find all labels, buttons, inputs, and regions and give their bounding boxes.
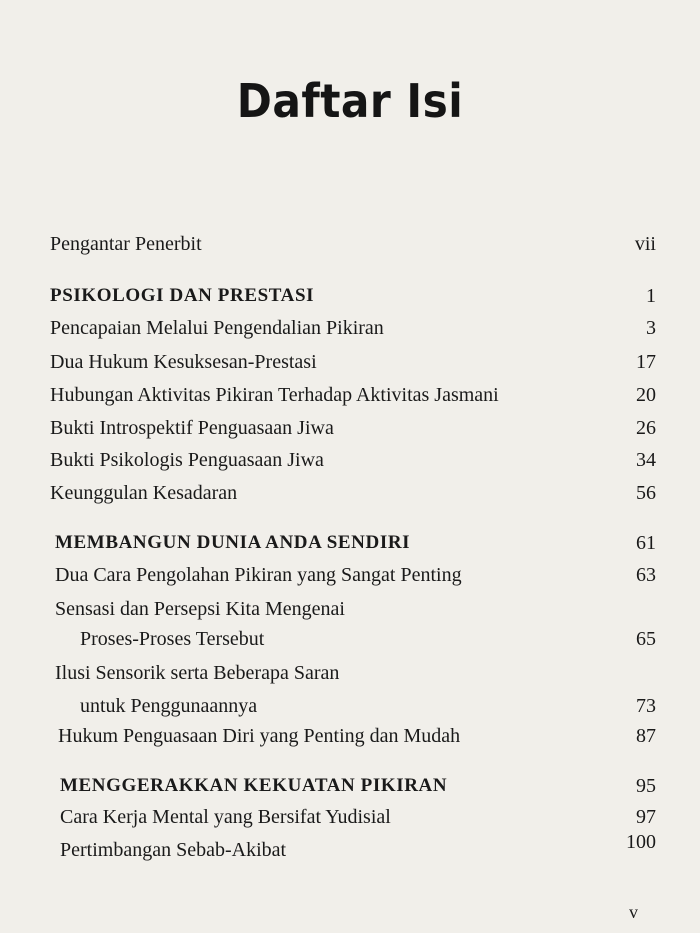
toc-label: untuk Penggunaannya [80,695,258,717]
toc-page-number: 26 [636,417,656,439]
page-title: Daftar Isi [236,74,464,128]
toc-label: Hukum Penguasaan Diri yang Penting dan Mudah [58,725,461,747]
section-heading-label: MENGGERAKKAN KEKUATAN PIKIRAN [60,775,448,796]
toc-label: Hubungan Aktivitas Pikiran Terhadap Aktivitas Jasmani [50,384,499,406]
toc-page-number: 95 [636,775,656,797]
toc-page-number: 61 [636,532,656,554]
toc-label: Proses-Proses Tersebut [80,628,265,650]
toc-page-number: 65 [636,628,656,650]
toc-label: Pengantar Penerbit [50,233,202,255]
toc-page-number: 3 [646,317,656,339]
toc-label: Dua Cara Pengolahan Pikiran yang Sangat Penting [55,564,462,586]
toc-label: Bukti Psikologis Penguasaan Jiwa [50,449,324,471]
toc-page-number: 34 [636,449,656,471]
toc-page-number: 73 [636,695,656,717]
toc-label: Bukti Introspektif Penguasaan Jiwa [50,417,334,439]
section-heading-label: PSIKOLOGI DAN PRESTASI [50,285,315,306]
toc-page-number: 100 [626,831,656,853]
page-number-footer: v [629,902,638,922]
toc-label: Ilusi Sensorik serta Beberapa Saran [55,662,340,684]
toc-page-number: 1 [646,285,656,307]
toc-page-number: 17 [636,351,656,373]
toc-label: Dua Hukum Kesuksesan-Prestasi [50,351,317,373]
toc-label: Sensasi dan Persepsi Kita Mengenai [55,598,345,620]
section-heading-label: MEMBANGUN DUNIA ANDA SENDIRI [55,532,411,553]
toc-page-number: 63 [636,564,656,586]
toc-page-number: 97 [636,806,656,828]
toc-label: Cara Kerja Mental yang Bersifat Yudisial [60,806,391,828]
toc-label: Pencapaian Melalui Pengendalian Pikiran [50,317,384,339]
toc-page-number: 87 [636,725,656,747]
toc-page-number: 20 [636,384,656,406]
toc-page-number: vii [634,233,656,255]
toc-label: Pertimbangan Sebab-Akibat [60,839,287,861]
toc-label: Keunggulan Kesadaran [50,482,238,504]
toc-page-number: 56 [636,482,656,504]
